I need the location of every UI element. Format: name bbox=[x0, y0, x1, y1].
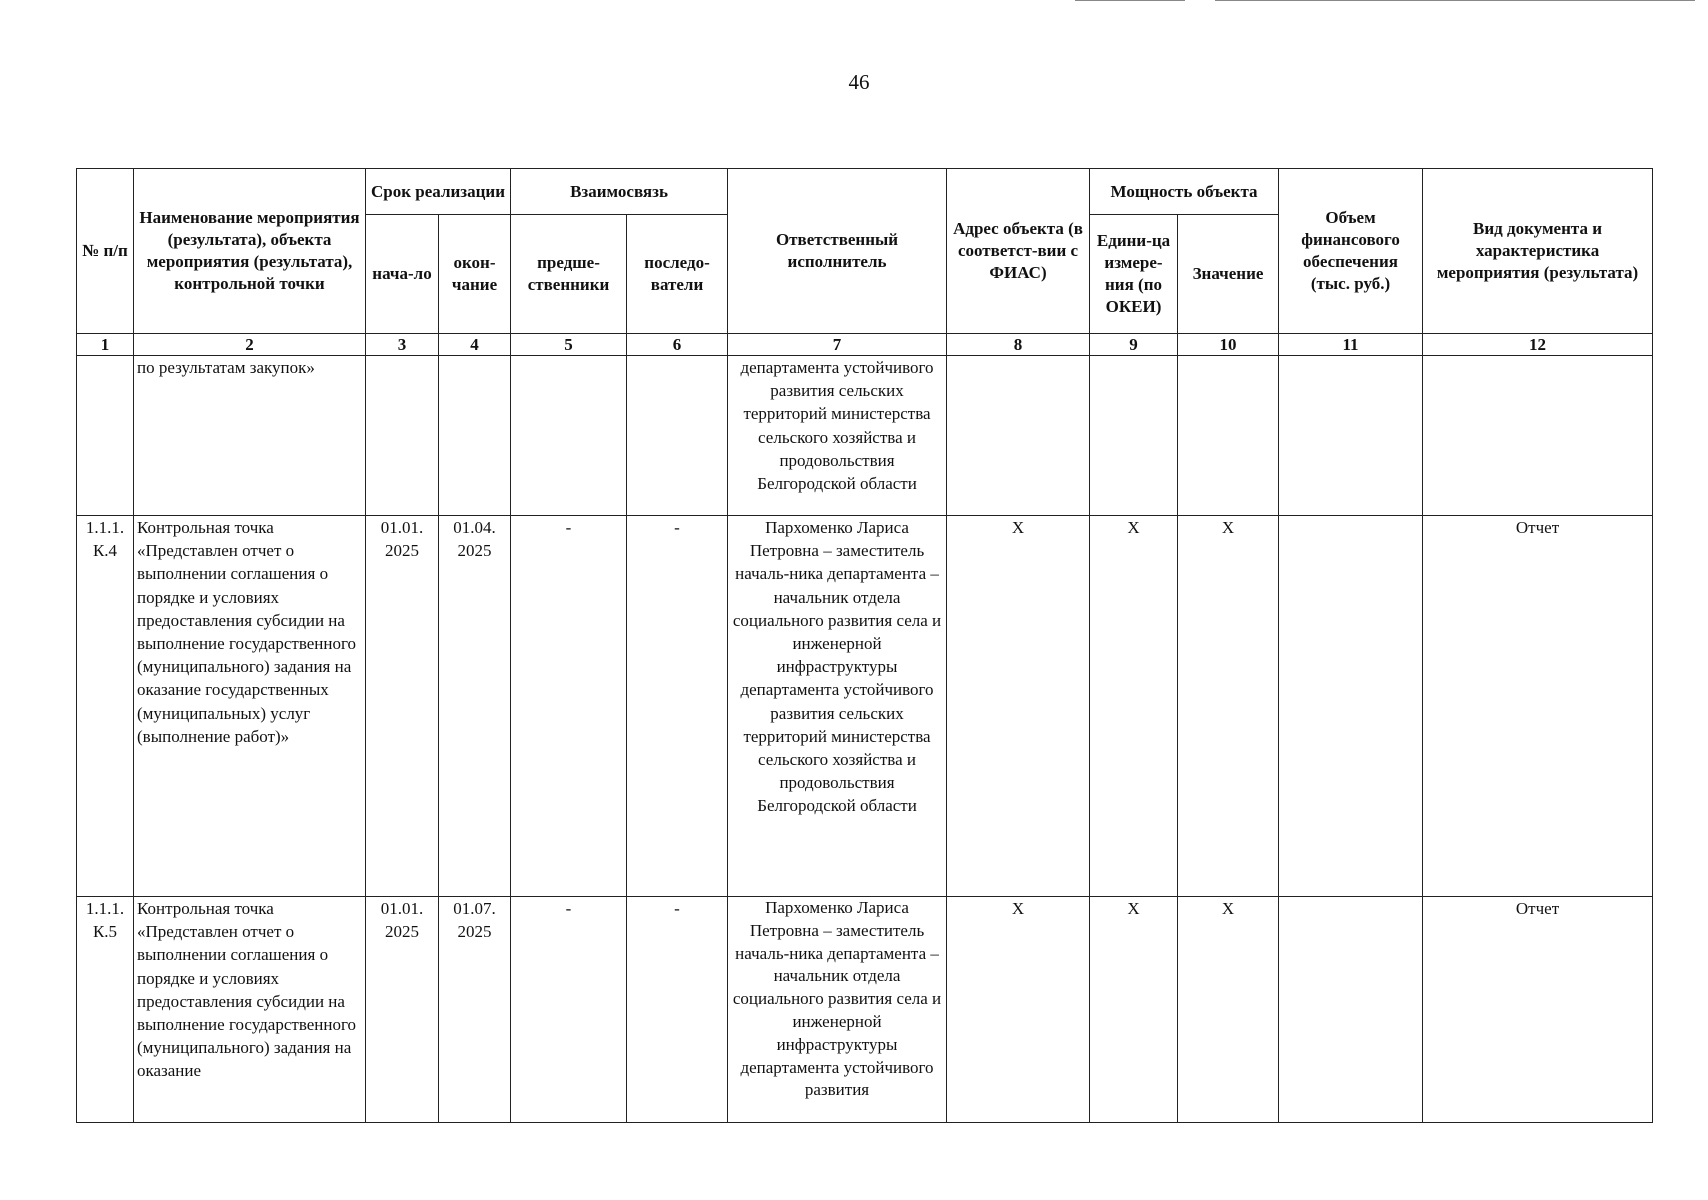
column-number-row bbox=[77, 334, 1653, 356]
activities-table bbox=[76, 168, 1653, 1123]
row-finance bbox=[1279, 356, 1423, 516]
row-end bbox=[439, 356, 511, 516]
header-row bbox=[77, 169, 1653, 215]
header-capacity-value: Значение bbox=[1178, 215, 1279, 334]
header-link-prev: предше-ственники bbox=[511, 215, 627, 334]
header-finance: Объем финансового обеспечения (тыс. руб.) bbox=[1279, 169, 1423, 334]
row-prev bbox=[511, 356, 627, 516]
scan-edge-line bbox=[1075, 0, 1185, 1]
row-doc bbox=[1423, 356, 1653, 516]
row-executor: Пархоменко Лариса Петровна – заместитель началь-ника департамента – начальник отдела социального развития села и инженерной инфраструктуры департамента устойчивого развития bbox=[728, 897, 947, 1123]
header-capacity-unit: Едини-ца измере-ния (по ОКЕИ) bbox=[1090, 215, 1178, 334]
row-name: Контрольная точка «Представлен отчет о выполнении соглашения о порядке и условиях предоставления субсидии на выполнение государственного (муниципального) задания на оказание bbox=[134, 897, 366, 1123]
row-unit: X bbox=[1090, 516, 1178, 897]
header-capacity: Мощность объекта bbox=[1090, 169, 1279, 215]
header-link-next: последо-ватели bbox=[627, 215, 728, 334]
column-number: 12 bbox=[1423, 334, 1653, 356]
row-doc: Отчет bbox=[1423, 897, 1653, 1123]
header-term-end: окон-чание bbox=[439, 215, 511, 334]
row-executor: Пархоменко Лариса Петровна – заместитель началь-ника департамента – начальник отдела социального развития села и инженерной инфраструктуры департамента устойчивого развития сельских территорий министерства сельского хозяйства и продовольствия Белгородской области bbox=[728, 516, 947, 897]
row-address: X bbox=[947, 516, 1090, 897]
row-name: Контрольная точка «Представлен отчет о выполнении соглашения о порядке и условиях предоставления субсидии на выполнение государственного (муниципального) задания на оказание государственных (муниципальных) услуг (выполнение работ)» bbox=[134, 516, 366, 897]
row-address bbox=[947, 356, 1090, 516]
header-address: Адрес объекта (в соответст-вии с ФИАС) bbox=[947, 169, 1090, 334]
row-next bbox=[627, 356, 728, 516]
row-next: - bbox=[627, 516, 728, 897]
column-number: 11 bbox=[1279, 334, 1423, 356]
row-num: 1.1.1. К.5 bbox=[77, 897, 134, 1123]
row-finance bbox=[1279, 897, 1423, 1123]
row-name: по результатам закупок» bbox=[134, 356, 366, 516]
row-prev: - bbox=[511, 516, 627, 897]
row-start: 01.01. 2025 bbox=[366, 516, 439, 897]
column-number: 6 bbox=[627, 334, 728, 356]
row-finance bbox=[1279, 516, 1423, 897]
column-number: 7 bbox=[728, 334, 947, 356]
table-row bbox=[77, 897, 1653, 1123]
row-doc: Отчет bbox=[1423, 516, 1653, 897]
row-address: X bbox=[947, 897, 1090, 1123]
table-row bbox=[77, 516, 1653, 897]
row-end: 01.07. 2025 bbox=[439, 897, 511, 1123]
row-executor: департамента устойчивого развития сельских территорий министерства сельского хозяйства и продовольствия Белгородской области bbox=[728, 356, 947, 516]
page-number: 46 bbox=[848, 70, 870, 94]
row-value: X bbox=[1178, 516, 1279, 897]
column-number: 5 bbox=[511, 334, 627, 356]
header-name: Наименование мероприятия (результата), объекта мероприятия (результата), контрольной точки bbox=[134, 169, 366, 334]
row-num: 1.1.1. К.4 bbox=[77, 516, 134, 897]
header-num: № п/п bbox=[77, 169, 134, 334]
header-doc-type: Вид документа и характеристика мероприятия (результата) bbox=[1423, 169, 1653, 334]
column-number: 10 bbox=[1178, 334, 1279, 356]
table-row bbox=[77, 356, 1653, 516]
column-number: 8 bbox=[947, 334, 1090, 356]
row-next: - bbox=[627, 897, 728, 1123]
row-value: X bbox=[1178, 897, 1279, 1123]
row-value bbox=[1178, 356, 1279, 516]
row-num bbox=[77, 356, 134, 516]
row-start bbox=[366, 356, 439, 516]
scan-edge-line bbox=[1215, 0, 1695, 1]
column-number: 4 bbox=[439, 334, 511, 356]
column-number: 3 bbox=[366, 334, 439, 356]
header-link: Взаимосвязь bbox=[511, 169, 728, 215]
row-unit: X bbox=[1090, 897, 1178, 1123]
column-number: 2 bbox=[134, 334, 366, 356]
column-number: 1 bbox=[77, 334, 134, 356]
row-unit bbox=[1090, 356, 1178, 516]
row-start: 01.01. 2025 bbox=[366, 897, 439, 1123]
row-prev: - bbox=[511, 897, 627, 1123]
header-executor: Ответственный исполнитель bbox=[728, 169, 947, 334]
column-number: 9 bbox=[1090, 334, 1178, 356]
row-end: 01.04. 2025 bbox=[439, 516, 511, 897]
header-term: Срок реализации bbox=[366, 169, 511, 215]
header-term-start: нача-ло bbox=[366, 215, 439, 334]
